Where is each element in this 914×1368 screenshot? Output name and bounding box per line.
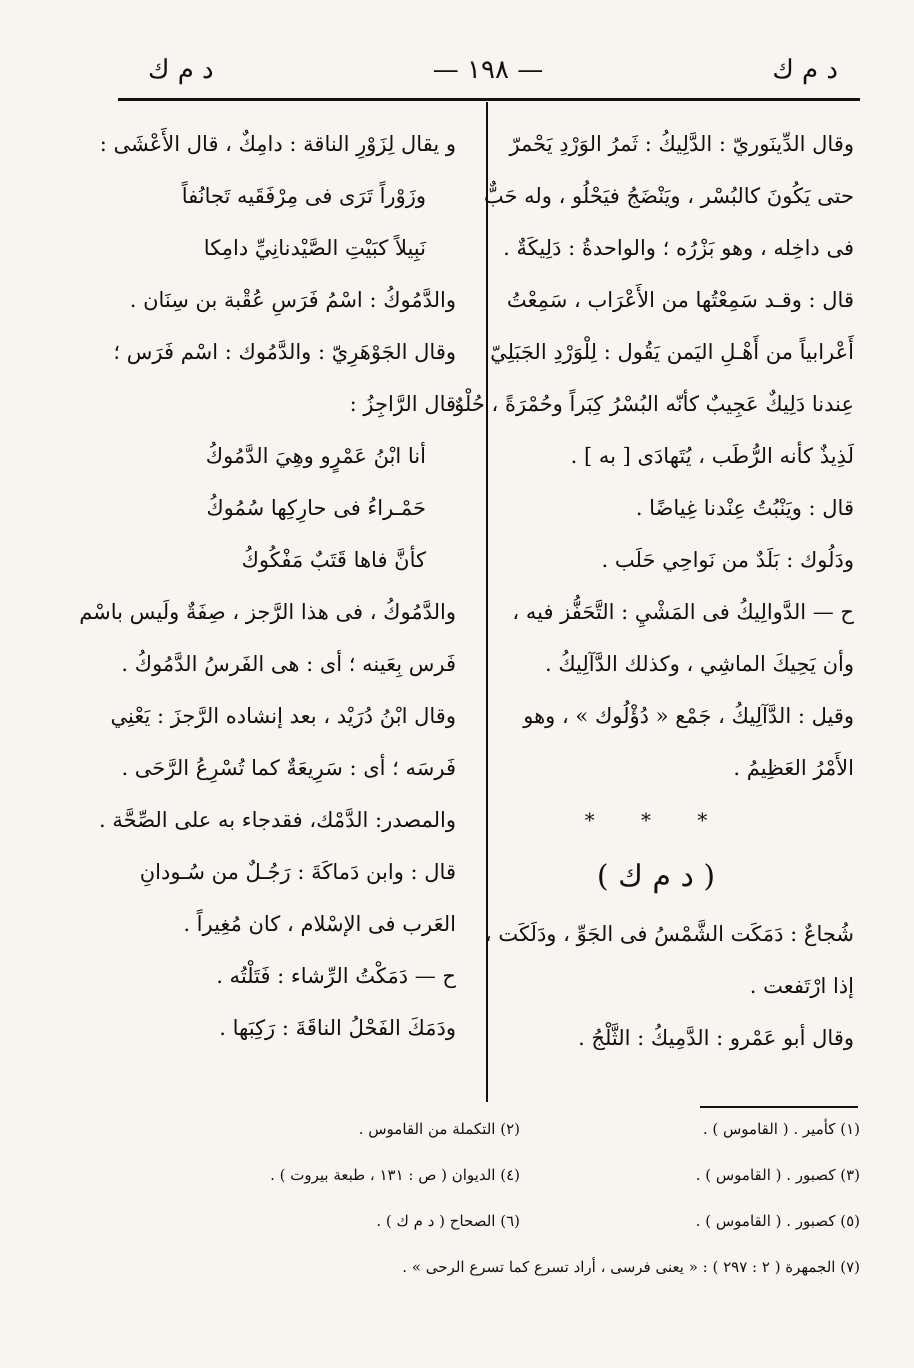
text-line: وقال أبو عَمْرو : الدَّمِيكُ : الثَّلْجُ . [578,1026,854,1050]
footnote-row [120,1120,860,1166]
text-line: قال : وقـد سَمِعْتُها من الأَعْرَاب ، سَمِعْتُ [506,288,854,312]
footnote: (٧) الجمهرة ( ٢ : ٢٩٧ ) : « يعنى فرسى ، أراد تسرع كما تسرع الرحى » . [402,1258,860,1276]
header-root-right: د م ك [772,55,838,85]
text-line: عِندنا دَلِيكٌ عَجِيبٌ كأنّه البُسْرُ كِبَراً وحُمْرَةً ، حُلْوٌ [454,392,854,416]
text-line: إذا ارْتَفعت . [749,974,854,998]
footnote-row [120,1212,860,1258]
text-line: ودَلُوك : بَلَدٌ من نَواحِي حَلَب . [601,548,854,572]
verse-line: نَبِيلاً كبَيْتِ الصَّيْدنانِيِّ دامِكا [203,236,426,260]
right-column [454,118,854,1064]
footnote: (٦) الصحاح ( د م ك ) . [376,1212,520,1230]
text-line: وقال الدِّينَوريّ : الدَّلِيكُ : ثَمرُ الوَرْدِ يَحْمرّ [509,132,854,156]
section-title: ( د م ك ) [596,859,716,894]
text-line: وقال الجَوْهَرِيّ : والدَّمُوك : اسْم فَرَس ؛ [113,340,456,364]
text-line: شُجاعٌ : دَمَكَت الشَّمْسُ فى الجَوِّ ، ودَلَكَت ، [484,922,854,946]
left-column [79,118,456,1054]
verse-line: أنا ابْنُ عَمْرٍو وهِيَ الدَّمُوكُ [205,444,426,468]
verse-line: حَمْـراءُ فى حارِكِها سُمُوكُ [206,496,426,520]
footnotes [120,1120,860,1304]
footnote-row [120,1258,860,1304]
text-line: والدَّمُوكُ : اسْمُ فَرَسِ عُقْبة بن سِنَان . [129,288,456,312]
text-line: الأَمْرُ العَظِيمُ . [733,756,854,780]
text-line: وقيل : الدَّآلِيكُ ، جَمْع « دُؤْلُوك » ، وهو [523,704,854,728]
text-line: والدَّمُوكُ ، فى هذا الرَّجز ، صِفَةٌ ولَيس باسْم [79,600,456,624]
text-line: و يقال لِزَوْرِ الناقة : دامِكٌ ، قال الأَعْشَى : [99,132,456,156]
footnote: (١) كأمير . ( القاموس ) . [702,1120,860,1138]
verse-line: كأنَّ فاها قَتَبٌ مَفْكُوكُ [241,548,426,572]
footnote-rule [700,1106,858,1108]
header-rule [118,98,860,101]
text-line: قال : ويَنْبُتُ عِنْدنا غِياضًا . [635,496,854,520]
footnote: (٥) كصبور . ( القاموس ) . [695,1212,860,1230]
text-line: ودَمَكَ الفَحْلُ الناقَةَ : رَكِبَها . [219,1016,456,1040]
verse-line: وزَوْراً تَرَى فى مِرْفَقَيه تَجانُفاً [181,184,426,208]
text-line: فى داخِله ، وهو بَزْرُه ؛ والواحدةُ : دَلِيكَةٌ . [503,236,854,260]
text-line: لَذِيذٌ كأنه الرُّطَب ، يُتَهادَى [ به ] . [570,444,854,468]
section-separator: * * * [584,808,728,832]
text-line: فَرس بِعَينه ؛ أى : هى الفَرسُ الدَّمُوكُ . [121,652,456,676]
header-root-left: د م ك [148,55,214,85]
text-line: ح — دَمَكْتُ الرِّشاء : فَتَلْتُه . [216,964,456,988]
text-line: ح — الدَّوالِيكُ فى المَشْيِ : التَّحَفُّز فيه ، [512,600,854,624]
footnote: (٤) الديوان ( ص : ١٣١ ، طبعة بيروت ) . [270,1166,520,1184]
text-line: حتى يَكُونَ كالبُسْر ، ويَنْضَجُ فيَحْلُو ، وله حَبٌّ [483,184,854,208]
footnote: (٣) كصبور . ( القاموس ) . [695,1166,860,1184]
text-line: وقال ابْنُ دُرَيْد ، بعد إنشاده الرَّجزَ : يَعْنِي [110,704,456,728]
text-line: والمصدر: الدَّمْك، فقدجاء به على الصِّحَّة . [99,808,456,832]
text-line: أَعْرابياً من أَهْـلِ اليَمن يَقُول : لِلْوَرْدِ الجَبَلِيّ [490,340,854,364]
page-number: — ١٩٨ — [432,55,544,85]
text-line: العَرب فى الإسْلام ، كان مُغِيراً . [183,912,456,936]
text-line: قال الرَّاجِزُ : [349,392,456,416]
text-line: فَرسَه ؛ أى : سَرِيعَةٌ كما تُسْرِعُ الرَّحَى . [121,756,456,780]
page-header [118,55,858,95]
text-line: وأن يَحِيكَ الماشِي ، وكذلك الدَّآلِيكُ . [545,652,854,676]
footnote-row [120,1166,860,1212]
text-line: قال : وابن دَماكَةَ : رَجُـلٌ من سُـودانِ [139,860,456,884]
footnote: (٢) التكملة من القاموس . [358,1120,520,1138]
